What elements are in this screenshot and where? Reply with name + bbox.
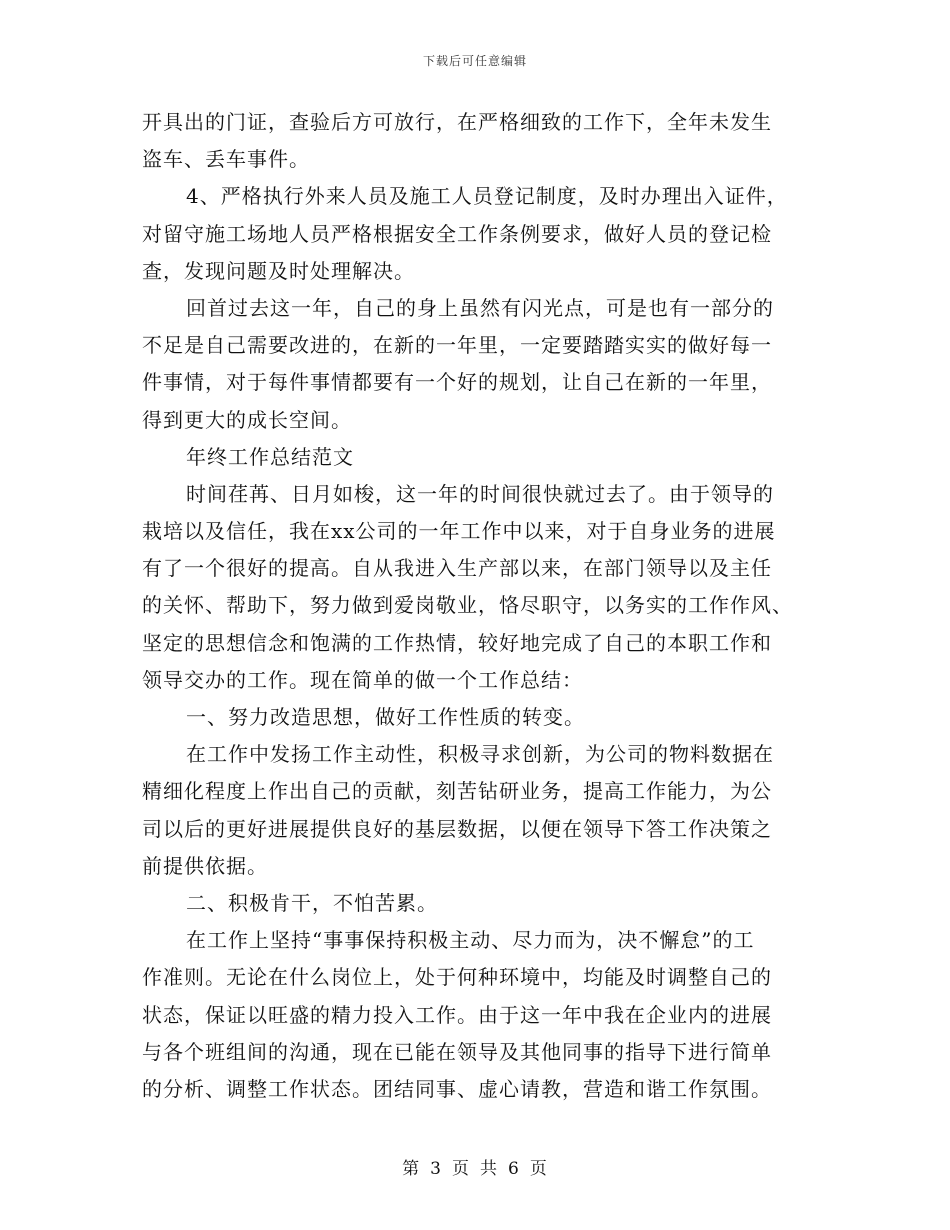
text-line: 不足是自己需要改进的，在新的一年里，一定要踏踏实实的做好每一 (142, 333, 772, 358)
text-line: 精细化程度上作出自己的贡献，刻苦钻研业务，提高工作能力，为公 (142, 779, 772, 804)
subsection-heading: 一、努力改造思想，做好工作性质的转变。 (186, 705, 585, 729)
text-line: 在工作中发扬工作主动性，积极寻求创新，为公司的物料数据在 (186, 742, 774, 767)
text-line: 对留守施工场地人员严格根据安全工作条例要求，做好人员的登记检 (142, 221, 772, 246)
footer-total-suffix: 页 (529, 1159, 548, 1179)
text-line: 在工作上坚持“事事保持积极主动、尽力而为，决不懈怠”的工 (186, 928, 755, 953)
document-body (142, 104, 806, 1108)
text-line: 坚定的思想信念和饱满的工作热情，较好地完成了自己的本职工作和 (142, 630, 772, 655)
text-line: 有了一个很好的提高。自从我进入生产部以来，在部门领导以及主任 (142, 556, 772, 581)
text-line: 开具出的门证，查验后方可放行，在严格细致的工作下，全年未发生 (142, 110, 772, 134)
text-line: 领导交办的工作。现在简单的做一个工作总结： (142, 667, 583, 692)
page-footer (0, 1154, 950, 1179)
text-line: 回首过去这一年，自己的身上虽然有闪光点，可是也有一部分的 (186, 295, 774, 320)
text-line: 状态，保证以旺盛的精力投入工作。由于这一年中我在企业内的进展 (142, 1002, 772, 1027)
text-line: 司以后的更好进展提供良好的基层数据，以便在领导下答工作决策之 (142, 816, 772, 841)
text-line: 得到更大的成长空间。 (142, 407, 352, 432)
page-header: 下载后可任意编辑 (422, 54, 527, 68)
text-line: 查，发现问题及时处理解决。 (142, 258, 415, 283)
subsection-heading: 二、积极肯干，不怕苦累。 (186, 890, 438, 915)
text-line: 件事情，对于每件事情都要有一个好的规划，让自己在新的一年里， (142, 370, 772, 395)
text-line: 4、严格执行外来人员及施工人员登记制度，及时办理出入证件， (186, 184, 788, 209)
footer-page-number: 3 (430, 1159, 442, 1179)
text-line: 的关怀、帮助下，努力做到爱岗敬业，恪尽职守，以务实的工作作风、 (142, 593, 793, 618)
text-line: 时间荏苒、日月如梭，这一年的时间很快就过去了。由于领导的 (186, 481, 774, 506)
text-line: 作准则。无论在什么岗位上，处于何种环境中，均能及时调整自己的 (142, 965, 772, 990)
footer-total-pages: 6 (508, 1159, 520, 1179)
footer-page-suffix: 页 (452, 1159, 470, 1179)
text-line: 栽培以及信任，我在xx公司的一年工作中以来，对于自身业务的进展 (142, 519, 776, 544)
footer-total-prefix: 共 (480, 1159, 498, 1179)
section-heading: 年终工作总结范文 (186, 444, 354, 469)
text-line: 盗车、丢车事件。 (142, 147, 310, 172)
footer-page-prefix: 第 (402, 1159, 421, 1179)
text-line: 的分析、调整工作状态。团结同事、虚心请教，营造和谐工作氛围。 (142, 1076, 772, 1101)
text-line: 与各个班组间的沟通，现在已能在领导及其他同事的指导下进行简单 (142, 1039, 772, 1064)
text-line: 前提供依据。 (142, 853, 268, 878)
